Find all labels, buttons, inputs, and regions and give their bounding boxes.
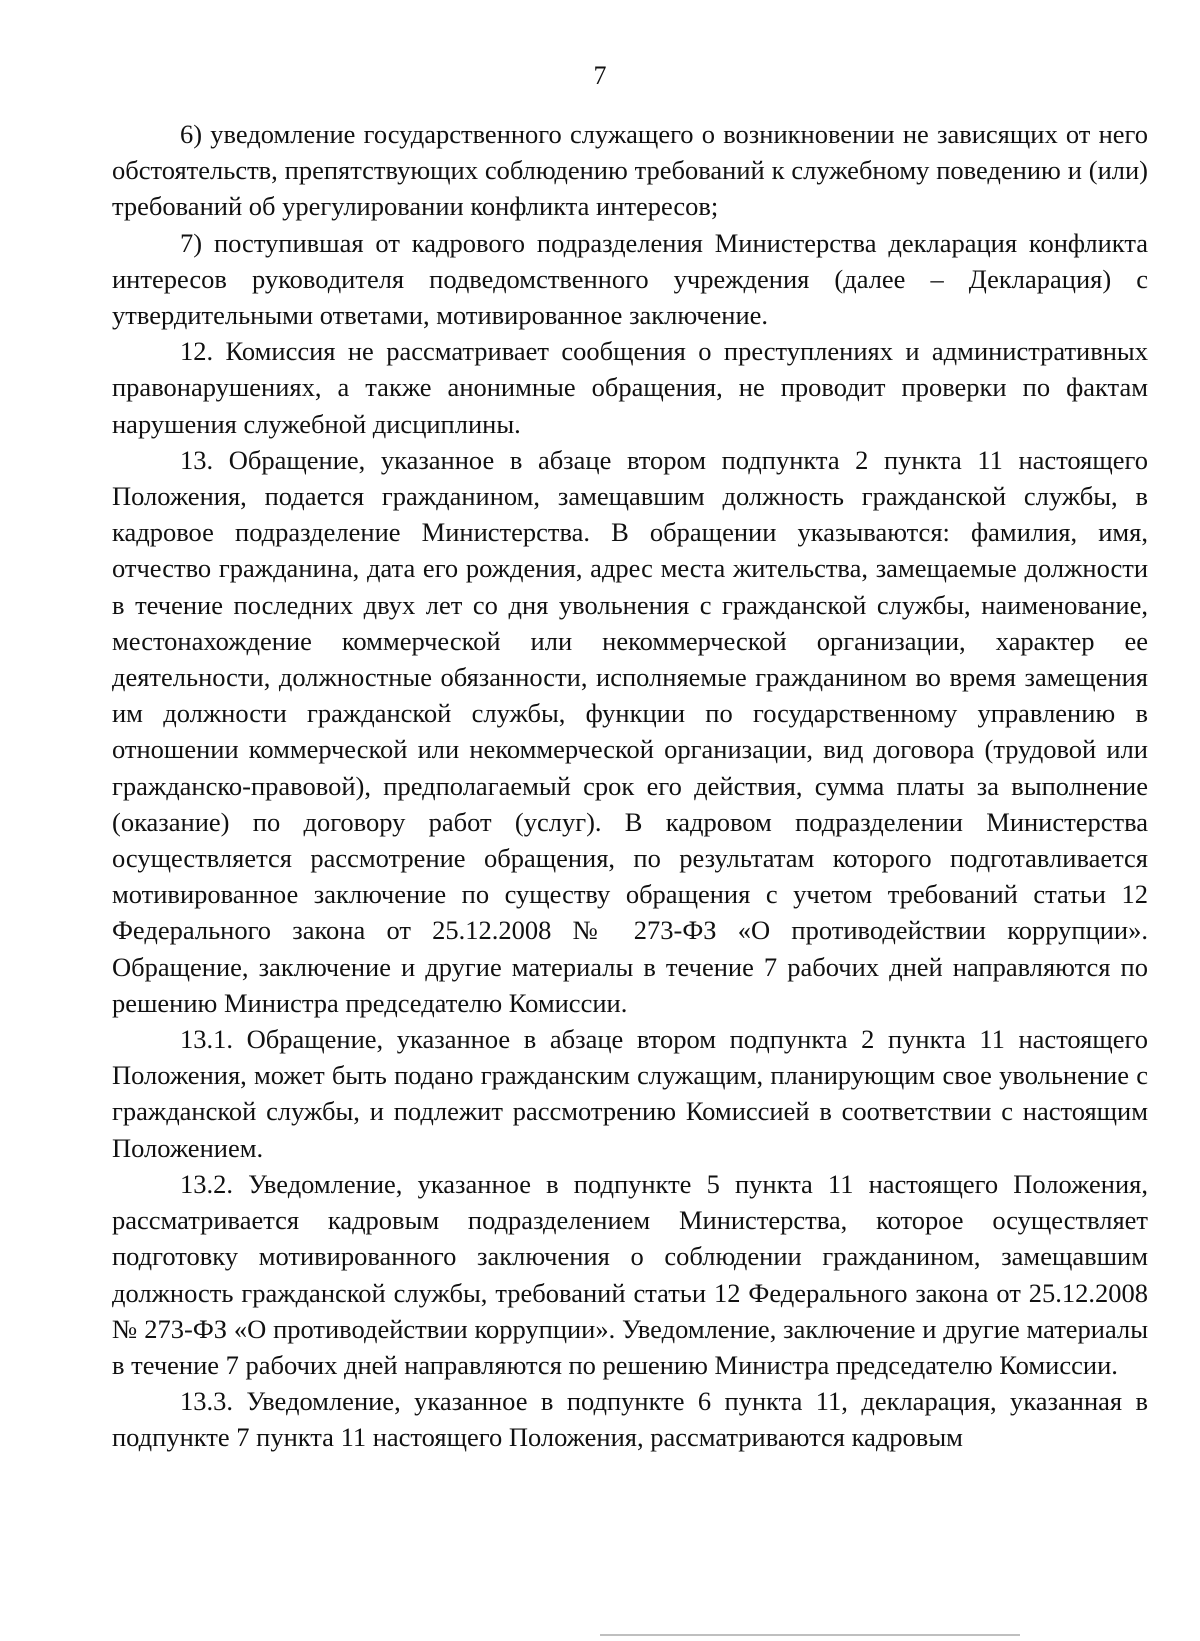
paragraph-6-notification: 6) уведомление государственного служащего о возникновении не зависящих от него обстоятельств, препятствующих соблюдению требований к служебному поведению и (или) требований об урегулировании конфликта интересов; xyxy=(112,119,1148,222)
document-body xyxy=(112,116,1148,1456)
paragraph-13-3: 13.3. Уведомление, указанное в подпункте 6 пункта 11, декларация, указанная в подпункте 7 пункта 11 настоящего Положения, рассматриваются кадровым xyxy=(112,1386,1148,1453)
paragraph-13-2: 13.2. Уведомление, указанное в подпункте 5 пункта 11 настоящего Положения, рассматривается кадровым подразделением Министерства, которое осуществляет подготовку мотивированного заключения о соблюдении гражданином, замещавшим должность гражданской службы, требований статьи 12 Федерального закона от 25.12.2008 № 273-ФЗ «О противодействии коррупции». Уведомление, заключение и другие материалы в течение 7 рабочих дней направляются по решению Министра председателю Комиссии. xyxy=(112,1168,1148,1380)
paragraph-13-1: 13.1. Обращение, указанное в абзаце втором подпункта 2 пункта 11 настоящего Положения, может быть подано гражданским служащим, планирующим свое увольнение с гражданской службы, и подлежит рассмотрению Комиссией в соответствии с настоящим Положением. xyxy=(112,1024,1148,1163)
scan-edge-mark xyxy=(600,1634,1020,1636)
page-number: 7 xyxy=(593,61,607,90)
paragraph-13: 13. Обращение, указанное в абзаце втором подпункта 2 пункта 11 настоящего Положения, подается гражданином, замещавшим должность гражданской службы, в кадровое подразделение Министерства. В обращении указываются: фамилия, имя, отчество гражданина, дата его рождения, адрес места жительства, замещаемые должности в течение последних двух лет со дня увольнения с гражданской службы, наименование, местонахождение коммерческой или некоммерческой организации, характер ее деятельности, должностные обязанности, исполняемые гражданином во время замещения им должности гражданской службы, функции по государственному управлению в отношении коммерческой или некоммерческой организации, вид договора (трудовой или гражданско-правовой), предполагаемый срок его действия, сумма платы за выполнение (оказание) по договору работ (услуг). В кадровом подразделении Министерства осуществляется рассмотрение обращения, по результатам которого подготавливается мотивированное заключение по существу обращения с учетом требований статьи 12 Федерального закона от 25.12.2008 № 273-ФЗ «О противодействии коррупции». Обращение, заключение и другие материалы в течение 7 рабочих дней направляются по решению Министра председателю Комиссии. xyxy=(112,444,1148,1018)
paragraph-12: 12. Комиссия не рассматривает сообщения о преступлениях и административных правонарушениях, а также анонимные обращения, не проводит проверки по фактам нарушения служебной дисциплины. xyxy=(112,336,1148,439)
paragraph-7-declaration: 7) поступившая от кадрового подразделения Министерства декларация конфликта интересов руководителя подведомственного учреждения (далее – Декларация) с утвердительными ответами, мотивированное заключение. xyxy=(112,227,1148,331)
